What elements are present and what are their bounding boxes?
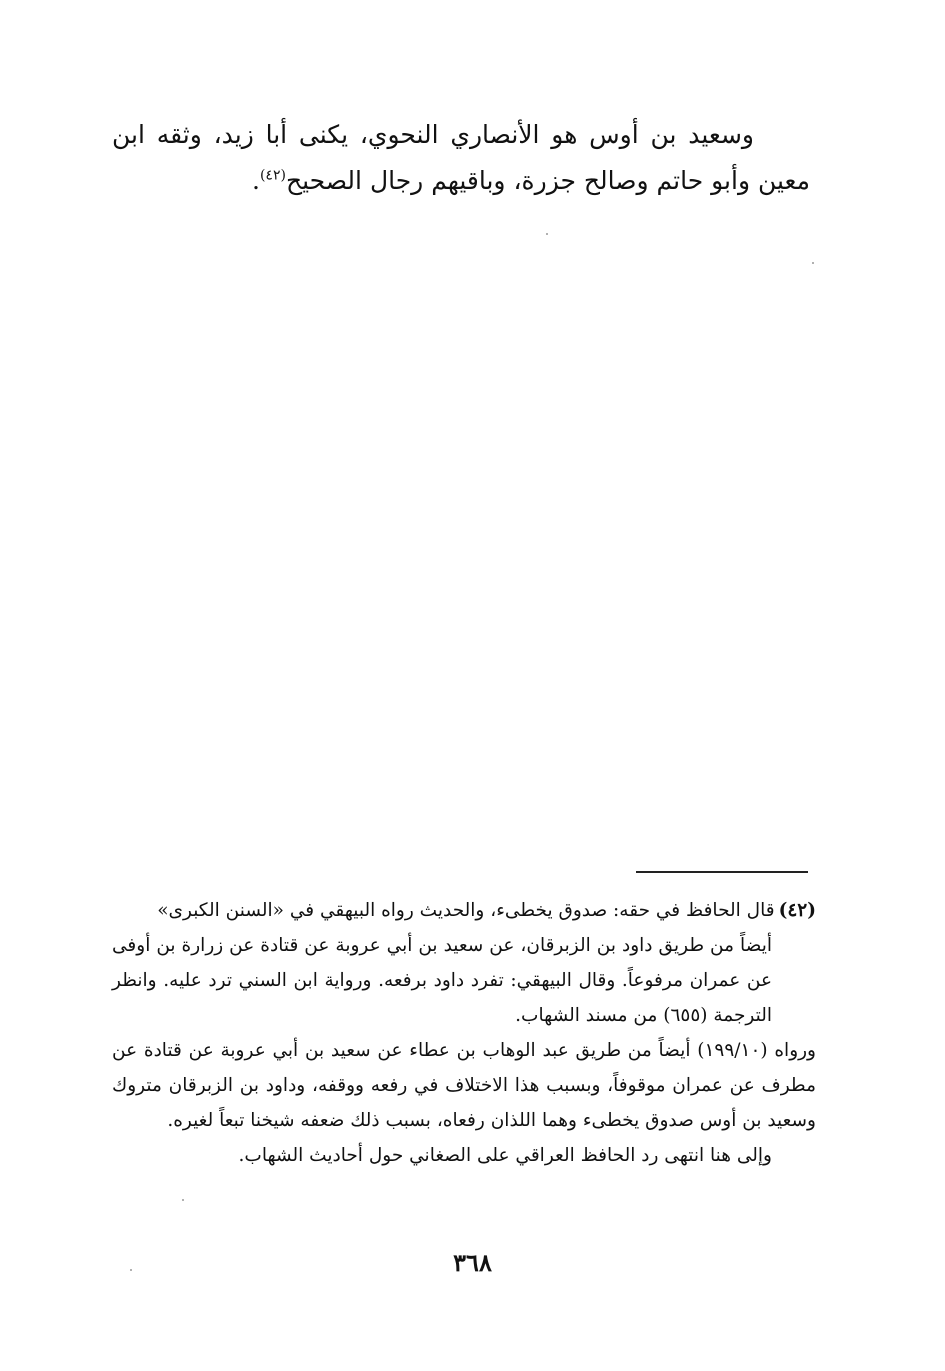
footnote-first-line <box>112 893 816 928</box>
footnote-paragraph-1 <box>112 893 816 1033</box>
scan-speck <box>130 1269 132 1271</box>
footnote-closing: وإلى هنا انتهى رد الحافظ العراقي على الصغاني حول أحاديث الشهاب. <box>238 1145 772 1166</box>
footnote-continuation: أيضاً من طريق داود بن الزبرقان، عن سعيد بن أبي عروبة عن قتادة عن زرارة بن أوفى عن عمران مرفوعاً. وقال البيهقي: تفرد داود برفعه. ورواية ابن السني ترد عليه. وانظر الترجمة (٦٥٥) من مسند الشهاب. <box>112 935 772 1026</box>
main-text <box>112 112 810 204</box>
footnote-separator <box>636 871 808 873</box>
footnote-reference: (٤٢) <box>259 167 286 184</box>
footnote <box>112 893 816 1173</box>
footnote-line-1: قال الحافظ في حقه: صدوق يخطىء، والحديث رواه البيهقي في «السنن الكبرى» <box>157 900 775 921</box>
page-number: ٣٦٨ <box>453 1248 492 1277</box>
footnote-paragraph-2: ورواه (١٩٩/١٠) أيضاً من طريق عبد الوهاب بن عطاء عن سعيد بن أبي عروبة عن قتادة عن مطرف عن عمران موقوفاً، وبسبب هذا الاختلاف في رفعه ووقفه، وداود بن الزبرقان متروك وسعيد بن أوس صدوق يخطىء وهما اللذان رفعاه، بسبب ذلك ضعفه شيخنا تبعاً لغيره. <box>112 1040 816 1131</box>
scan-speck <box>546 233 548 235</box>
main-paragraph-text: وسعيد بن أوس هو الأنصاري النحوي، يكنى أبا زيد، وثقه ابن معين وأبو حاتم وصالح جزرة، وباقيهم رجال الصحيح <box>112 120 810 195</box>
scan-speck <box>182 1199 184 1201</box>
main-paragraph-end: . <box>252 166 260 195</box>
footnote-body <box>112 893 816 1033</box>
scan-speck <box>812 262 814 264</box>
footnote-number: (٤٢) <box>778 900 816 921</box>
main-paragraph <box>112 112 810 204</box>
